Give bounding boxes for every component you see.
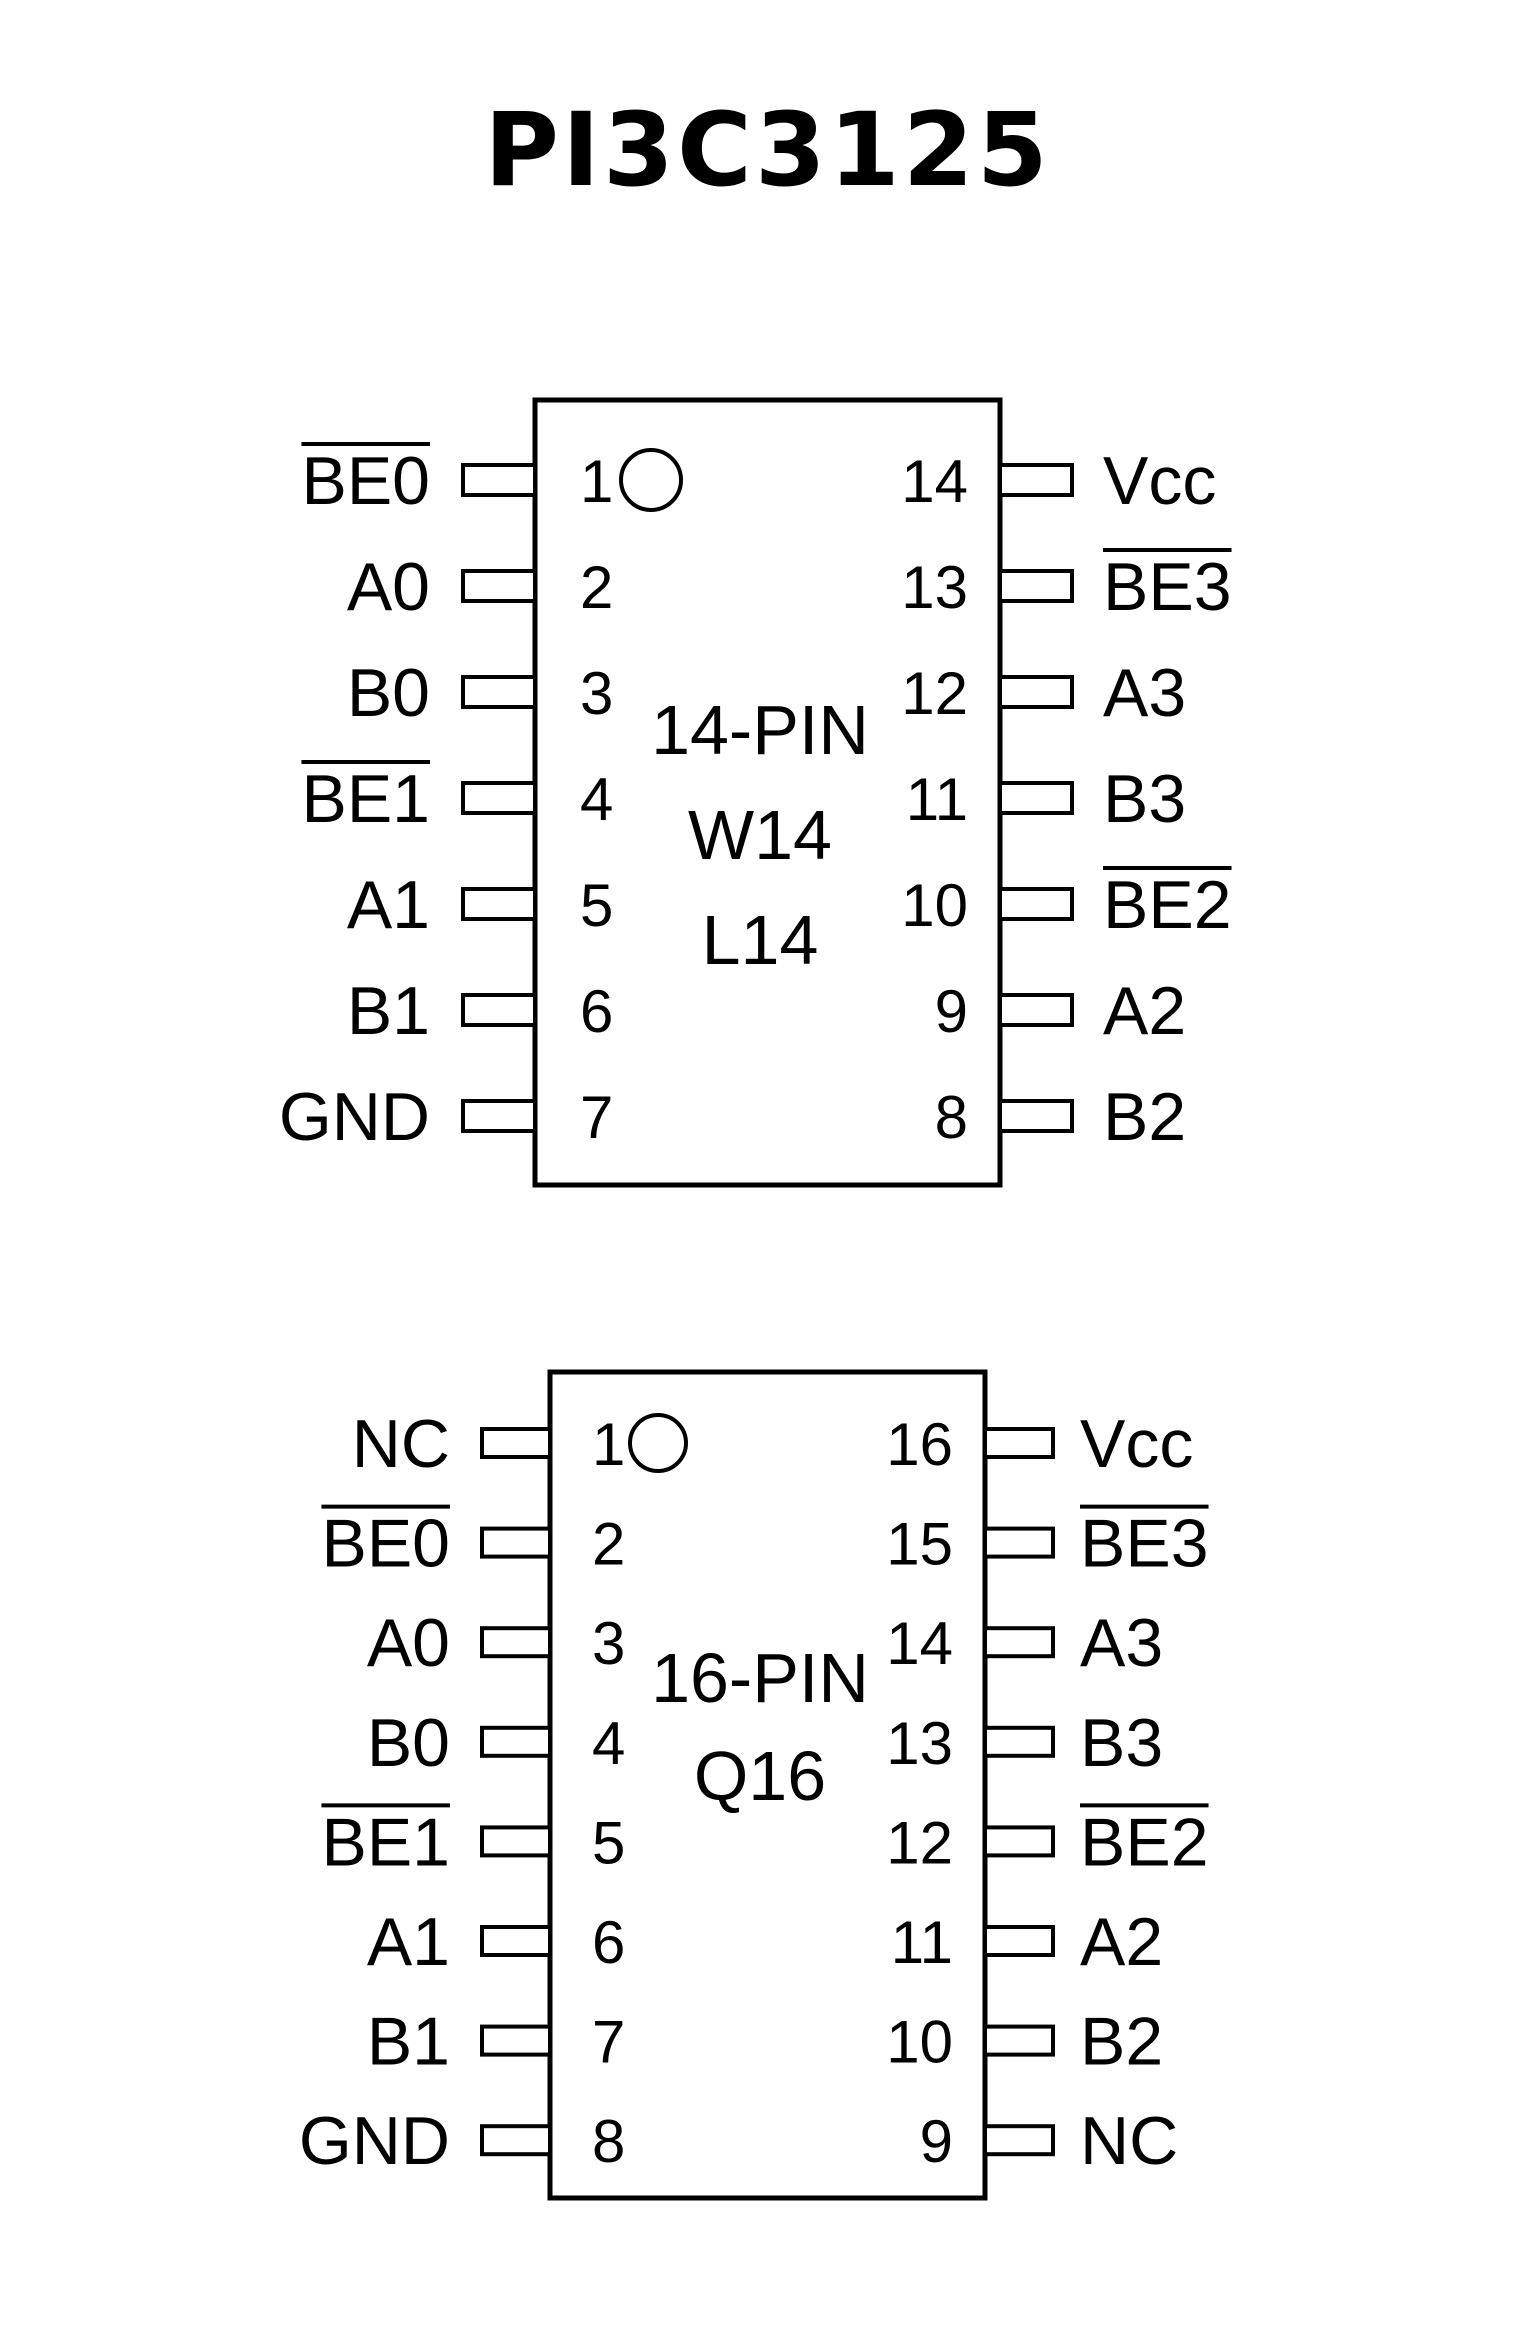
pin-name: B3: [1103, 761, 1187, 837]
pin-lead: [1000, 783, 1072, 813]
package-label: L14: [701, 901, 819, 979]
pin-lead: [463, 465, 535, 495]
pin-name: BE1: [321, 1804, 450, 1881]
pin-lead: [985, 1529, 1053, 1557]
pin-number: 13: [901, 554, 968, 621]
pin-name: BE0: [321, 1505, 450, 1582]
pin-name: B2: [1080, 2003, 1164, 2080]
package-16-pin: [299, 1372, 1209, 2198]
pin-name: BE2: [1103, 867, 1232, 943]
pin-number: 4: [580, 766, 614, 833]
pin-name: GND: [298, 2103, 450, 2180]
pin-lead: [463, 1101, 535, 1131]
package-label: W14: [688, 796, 832, 874]
pin-number: 8: [592, 2108, 626, 2176]
pin-number: 10: [901, 872, 968, 939]
pin-13: [901, 549, 1231, 625]
pin-name: BE0: [301, 443, 430, 519]
pin-number: 15: [886, 1510, 953, 1578]
pin-lead: [463, 995, 535, 1025]
pin-name: A2: [1103, 973, 1187, 1049]
package-label: 14-PIN: [651, 691, 869, 769]
pin-number: 14: [901, 448, 968, 515]
pin-12: [886, 1804, 1208, 1880]
pin-name: B1: [366, 2003, 450, 2080]
pin-13: [886, 1705, 1163, 1781]
pin-lead: [463, 571, 535, 601]
pin-lead: [482, 1728, 550, 1756]
pin-number: 9: [934, 978, 968, 1045]
pin-name: A0: [366, 1605, 450, 1682]
pin-lead: [482, 1628, 550, 1656]
pin-name: Vcc: [1103, 443, 1217, 519]
pin-lead: [463, 677, 535, 707]
pin-lead: [1000, 465, 1072, 495]
pin-name: A2: [1080, 1904, 1164, 1980]
pin-number: 5: [580, 872, 614, 939]
pin-name: B0: [366, 1704, 450, 1781]
pin-number: 3: [592, 1610, 626, 1678]
pin-number: 2: [580, 554, 614, 621]
pin-number: 11: [890, 1909, 953, 1976]
pin-14: [886, 1605, 1163, 1681]
package-14-pin: [279, 400, 1232, 1185]
pin-lead: [1000, 571, 1072, 601]
pin-lead: [985, 1827, 1053, 1855]
pin-number: 14: [886, 1610, 953, 1678]
pin-lead: [1000, 677, 1072, 707]
pin-lead: [1000, 995, 1072, 1025]
pin-lead: [985, 1927, 1053, 1955]
pin-name: B3: [1080, 1704, 1164, 1781]
pin-name: B2: [1103, 1079, 1187, 1155]
pin-name: NC: [351, 1406, 450, 1482]
pin-name: A1: [346, 867, 430, 943]
pin-name: A3: [1103, 655, 1187, 731]
pin-lead: [985, 1429, 1053, 1457]
pin-name: B1: [346, 973, 430, 1049]
pin-lead: [463, 783, 535, 813]
pin-lead: [985, 2027, 1053, 2055]
pin-16: [886, 1406, 1193, 1482]
pin-number: 6: [580, 978, 614, 1045]
pin-lead: [482, 1827, 550, 1855]
pin-15: [886, 1506, 1208, 1582]
pin-lead: [482, 1927, 550, 1955]
pin-lead: [1000, 889, 1072, 919]
pin-number: 7: [592, 2008, 626, 2076]
pin-lead: [482, 2126, 550, 2154]
pin-number: 11: [905, 766, 968, 833]
pin-10: [886, 2004, 1163, 2080]
pin-number: 12: [901, 660, 968, 727]
pin-number: 13: [886, 1709, 953, 1777]
pin-lead: [985, 1728, 1053, 1756]
pin-number: 7: [580, 1084, 614, 1151]
pin-number: 12: [886, 1809, 953, 1877]
package-label: Q16: [693, 1737, 827, 1815]
pin-number: 3: [580, 660, 614, 727]
pin-name: A0: [346, 549, 430, 625]
pin-name: B0: [346, 655, 430, 731]
pin-lead: [482, 2027, 550, 2055]
pin-lead: [463, 889, 535, 919]
pin-number: 8: [934, 1084, 968, 1151]
chip-title: PI3C3125: [484, 91, 1051, 210]
pin-11: [906, 761, 1186, 837]
pin-name: A3: [1080, 1605, 1164, 1682]
pin-14: [901, 443, 1216, 519]
pin-number: 9: [919, 2108, 953, 2176]
pin-name: A1: [366, 1904, 450, 1980]
pin-name: Vcc: [1080, 1406, 1194, 1482]
pin-number: 4: [592, 1709, 626, 1777]
pin-number: 6: [592, 1909, 626, 1976]
pin-number: 2: [592, 1510, 626, 1578]
pin-name: GND: [278, 1079, 430, 1155]
pin-10: [901, 867, 1231, 943]
pin-lead: [482, 1529, 550, 1557]
pin-11: [891, 1904, 1163, 1980]
pin-lead: [985, 2126, 1053, 2154]
pin-number: 16: [886, 1411, 953, 1478]
pin-name: BE1: [301, 761, 430, 837]
package-label: 16-PIN: [651, 1639, 869, 1717]
pin-number: 10: [886, 2008, 953, 2076]
pin-number: 1: [592, 1411, 626, 1478]
pin-lead: [1000, 1101, 1072, 1131]
pin-name: BE2: [1080, 1804, 1209, 1881]
pin-name: BE3: [1103, 549, 1232, 625]
pin-lead: [985, 1628, 1053, 1656]
pin-number: 1: [580, 448, 614, 515]
pin-lead: [482, 1429, 550, 1457]
pin-name: NC: [1080, 2103, 1179, 2180]
pin-12: [901, 655, 1186, 731]
pin-number: 5: [592, 1809, 626, 1877]
pin-name: BE3: [1080, 1505, 1209, 1582]
